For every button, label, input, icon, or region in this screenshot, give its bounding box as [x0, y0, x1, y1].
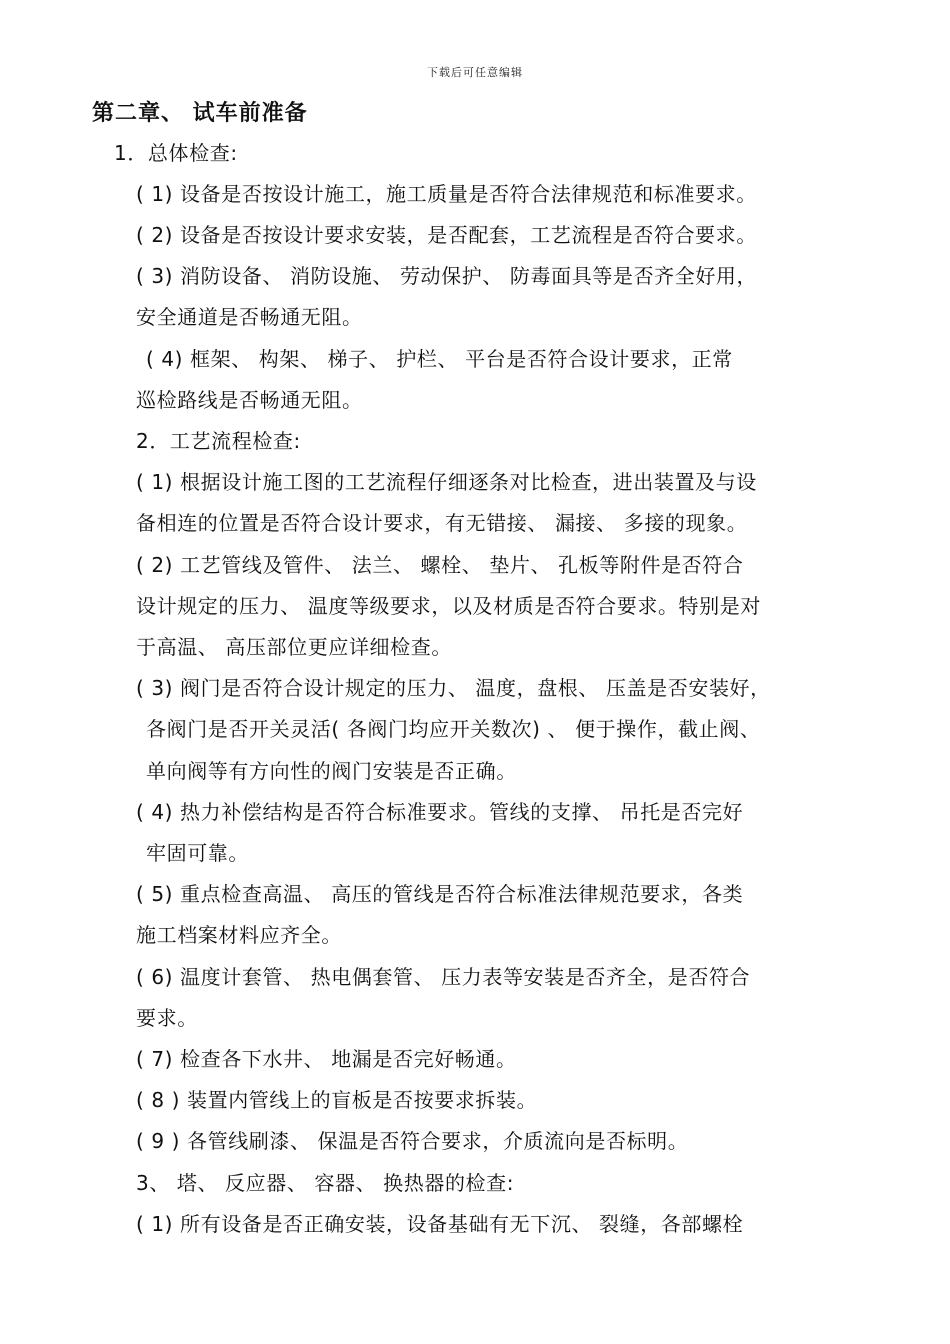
chapter-title: 第二章、 试车前准备 [92, 101, 308, 126]
paragraph-line: ( 5) 重点检查高温、 高压的管线是否符合标准法律规范要求，各类 [136, 882, 744, 906]
paragraph-line: 安全通道是否畅通无阻。 [136, 305, 363, 329]
header-note: 下载后可任意编辑 [427, 66, 523, 79]
paragraph-line: ( 2) 工艺管线及管件、 法兰、 螺栓、 垫片、 孔板等附件是否符合 [136, 553, 744, 577]
paragraph-line: ( 3) 消防设备、 消防设施、 劳动保护、 防毒面具等是否齐全好用， [136, 264, 758, 288]
paragraph-line: ( 7) 检查各下水井、 地漏是否完好畅通。 [136, 1047, 517, 1071]
paragraph-line: ( 9 ) 各管线刷漆、 保温是否符合要求，介质流向是否标明。 [136, 1129, 689, 1153]
paragraph-line: 设计规定的压力、 温度等级要求，以及材质是否符合要求。特别是对 [136, 594, 761, 618]
section-heading-general-check: 1．总体检查: [114, 141, 238, 165]
paragraph-line: 施工档案材料应齐全。 [136, 923, 342, 947]
paragraph-line: 要求。 [136, 1006, 198, 1030]
paragraph-line: 巡检路线是否畅通无阻。 [136, 388, 363, 412]
section-heading-vessel-check: 3、 塔、 反应器、 容器、 换热器的检查: [136, 1171, 515, 1195]
paragraph-line: 单向阀等有方向性的阀门安装是否正确。 [146, 759, 517, 783]
paragraph-line: 备相连的位置是否符合设计要求，有无错接、 漏接、 多接的现象。 [136, 511, 748, 535]
paragraph-line: ( 6) 温度计套管、 热电偶套管、 压力表等安装是否齐全，是否符合 [136, 965, 751, 989]
paragraph-line: ( 1) 设备是否按设计施工，施工质量是否符合法律规范和标准要求。 [136, 182, 757, 206]
paragraph-line: ( 8 ) 装置内管线上的盲板是否按要求拆装。 [136, 1088, 538, 1112]
paragraph-line: ( 1) 根据设计施工图的工艺流程仔细逐条对比检查，进出装置及与设 [136, 470, 757, 494]
paragraph-line: ( 3) 阀门是否符合设计规定的压力、 温度，盘根、 压盖是否安装好， [136, 676, 771, 700]
paragraph-line: ( 4) 热力补偿结构是否符合标准要求。管线的支撑、 吊托是否完好 [136, 800, 744, 824]
paragraph-line: ( 1) 所有设备是否正确安装，设备基础有无下沉、 裂缝，各部螺栓 [136, 1212, 744, 1236]
paragraph-line: 各阀门是否开关灵活( 各阀门均应开关数次) 、 便于操作，截止阀、 [146, 717, 761, 741]
paragraph-line: 牢固可靠。 [146, 841, 249, 865]
paragraph-line: ( 4) 框架、 构架、 梯子、 护栏、 平台是否符合设计要求，正常 [146, 347, 733, 371]
paragraph-line: 于高温、 高压部位更应详细检查。 [136, 635, 452, 659]
paragraph-line: ( 2) 设备是否按设计要求安装，是否配套，工艺流程是否符合要求。 [136, 223, 757, 247]
section-heading-process-check: 2．工艺流程检查: [136, 429, 301, 453]
